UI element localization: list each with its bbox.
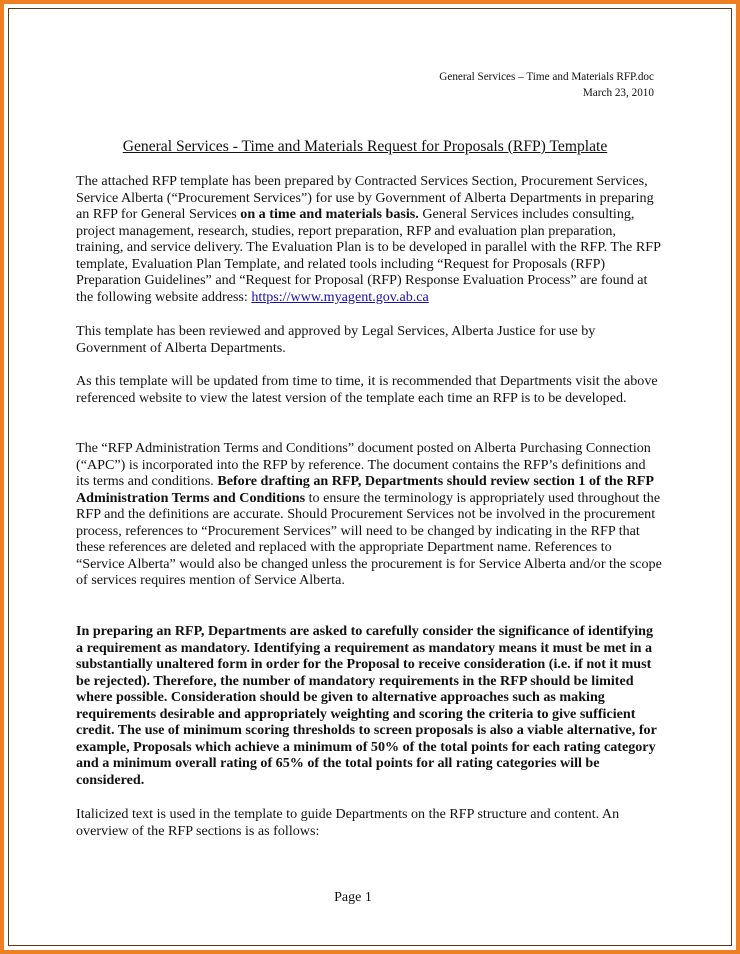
bold-text: Before drafting an RFP, Departments should review section 1 of the RFP Administration Terms and Conditions	[76, 473, 654, 506]
paragraph-intro	[76, 173, 662, 305]
document-header	[439, 70, 654, 101]
paragraph-italic-guide: Italicized text is used in the template to guide Departments on the RFP structure and content. An overview of the RFP sections is as follows:	[76, 806, 620, 839]
text: The “RFP Administration Terms and Conditions” document posted on Alberta Purchasing Connection (“APC”) is incorporated into the RFP by reference. The document contains the RFP’s definitions and its terms and conditions.	[76, 440, 651, 490]
paragraph-terms	[76, 440, 662, 589]
paragraph-updates: As this template will be updated from time to time, it is recommended that Departments visit the above referenced website to view the latest version of the template each time an RFP is to be developed.	[76, 373, 658, 406]
bold-text: on a time and materials basis.	[240, 206, 419, 223]
text: General Services includes consulting, project management, research, studies, report preparation, RFP and evaluation plan preparation, training, and service delivery. The Evaluation Plan is to be developed in parallel with the RFP. The RFP template, Evaluation Plan Template, and related tools including “Request for Proposals (RFP) Preparation Guidelines” and “Request for Proposal (RFP) Response Evaluation Process” are found at the following website address:	[76, 206, 661, 305]
page-number: Page 1	[334, 890, 372, 905]
header-filename: General Services – Time and Materials RFP.doc	[439, 71, 654, 83]
document-title: General Services - Time and Materials Request for Proposals (RFP) Template	[122, 138, 608, 155]
paragraph-legal-review: This template has been reviewed and approved by Legal Services, Alberta Justice for use by Government of Alberta Departments.	[76, 323, 596, 356]
paragraph-mandatory-requirements: In preparing an RFP, Departments are asked to carefully consider the significance of identifying a requirement as mandatory. Identifying a requirement as mandatory means it must be met in a substantially unaltered form in order for the Proposal to receive consideration (i.e. if not it must be rejected). Therefore, the number of mandatory requirements in the RFP should be limited where possible. Consideration should be given to alternative approaches such as making requirements desirable and appropriately weighting and scoring the criteria to give sufficient credit. The use of minimum scoring thresholds to screen proposals is also a viable alternative, for example, Proposals which achieve a minimum of 50% of the total points for each rating category and a minimum overall rating of 65% of the total points for all rating categories will be considered.	[76, 623, 657, 788]
text: to ensure the terminology is appropriately used throughout the RFP and the definitions are accurate. Should Procurement Services not be involved in the procurement process, references to “Procurement Services” will need to be changed by indicating in the RFP that these references are deleted and replaced with the appropriate Department name. References to “Service Alberta” would also be changed unless the procurement is for Service Alberta and/or the scope of services requires mention of Service Alberta.	[76, 489, 662, 589]
header-date: March 23, 2010	[582, 86, 654, 99]
text: The attached RFP template has been prepared by Contracted Services Section, Procurement Services, Service Alberta (“Procurement Services”) for use by Government of Alberta Departments in preparing an RFP for General Services	[76, 173, 654, 223]
website-link[interactable]: https://www.myagent.gov.ab.ca	[251, 288, 429, 305]
